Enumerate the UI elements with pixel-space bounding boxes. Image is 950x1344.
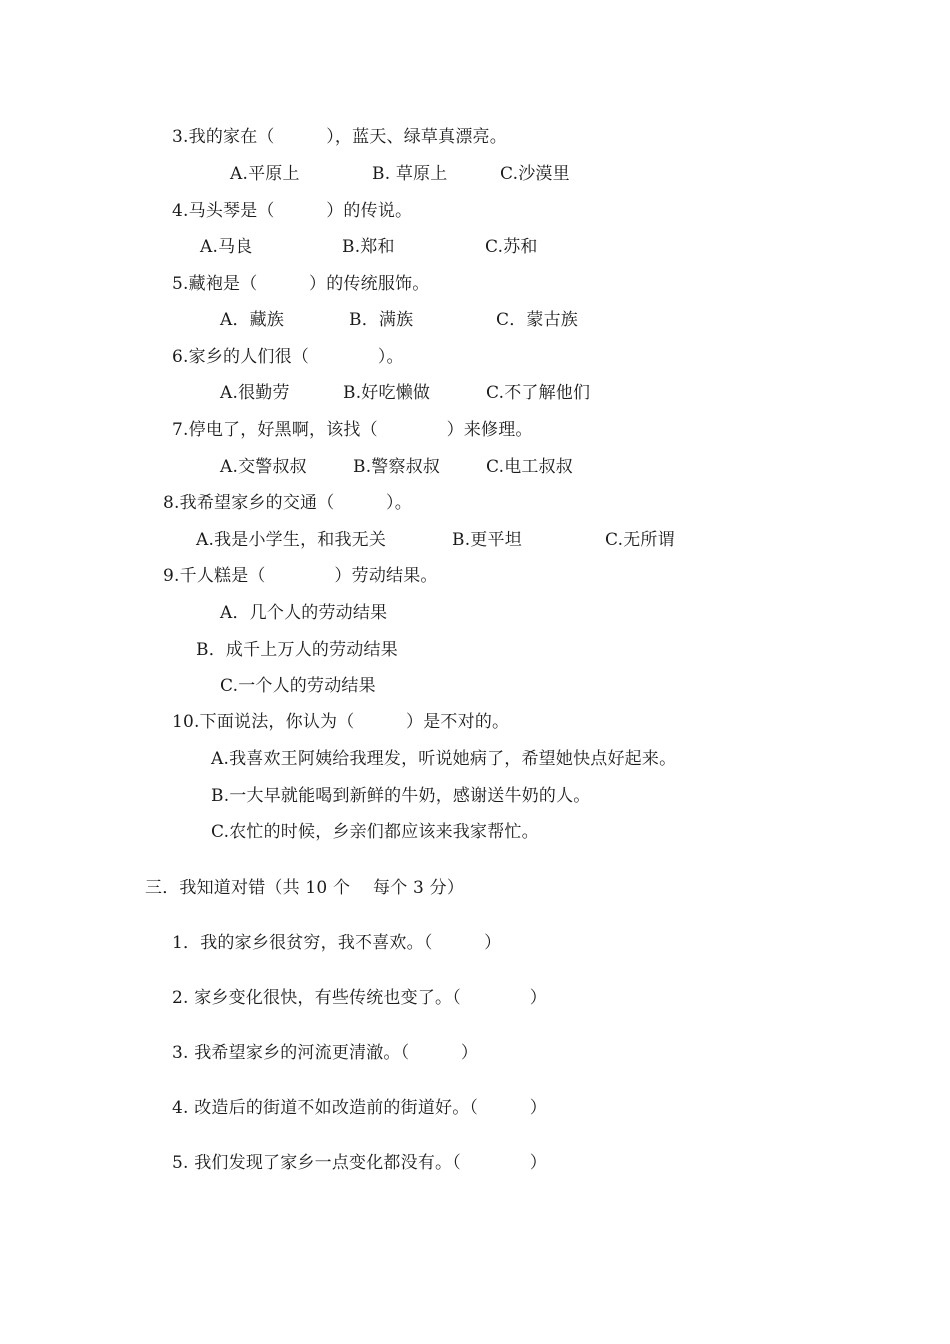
question-7-option-c: C.电工叔叔 [486,457,574,477]
question-7-option-b: B.警察叔叔 [353,457,441,477]
question-10-option-a: A.我喜欢王阿姨给我理发，听说她病了，希望她快点好起来。 [211,749,677,769]
question-4-option-a: A.马良 [200,237,253,257]
question-4-stem: 4.马头琴是（ ）的传说。 [172,201,413,221]
question-6-option-b: B.好吃懒做 [343,383,431,403]
question-5-option-b: B．满族 [349,310,414,330]
question-10-option-b: B.一大早就能喝到新鲜的牛奶，感谢送牛奶的人。 [211,786,591,806]
question-7-option-a: A.交警叔叔 [220,457,307,477]
question-10-stem: 10.下面说法，你认为（ ）是不对的。 [172,712,510,732]
question-4-option-c: C.苏和 [485,237,538,257]
question-9-option-b: B．成千上万人的劳动结果 [196,640,398,660]
question-10-option-c: C.农忙的时候，乡亲们都应该来我家帮忙。 [211,822,539,842]
section-three-heading: 三．我知道对错（共 10 个 每个 3 分） [145,878,465,898]
question-3-option-a: A.平原上 [230,164,300,184]
question-3-option-c: C.沙漠里 [500,164,570,184]
question-9-option-a: A．几个人的劳动结果 [220,603,388,623]
true-false-item-3: 3. 我希望家乡的河流更清澈。（ ） [172,1043,479,1063]
question-5-option-c: C．蒙古族 [496,310,579,330]
question-5-stem: 5.藏袍是（ ）的传统服饰。 [172,274,430,294]
question-3-option-b: B. 草原上 [372,164,448,184]
question-7-stem: 7.停电了，好黑啊，该找（ ）来修理。 [172,420,533,440]
question-6-stem: 6.家乡的人们很（ ）。 [172,347,404,367]
question-6-option-a: A.很勤劳 [220,383,290,403]
question-8-option-b: B.更平坦 [452,530,522,550]
true-false-item-2: 2. 家乡变化很快，有些传统也变了。（ ） [172,988,547,1008]
true-false-item-5: 5. 我们发现了家乡一点变化都没有。（ ） [172,1153,547,1173]
question-3-stem: 3.我的家在（ ），蓝天、绿草真漂亮。 [172,127,507,147]
question-8-option-a: A.我是小学生，和我无关 [196,530,387,550]
question-4-option-b: B.郑和 [342,237,395,257]
question-5-option-a: A．藏族 [220,310,285,330]
true-false-item-1: 1．我的家乡很贫穷，我不喜欢。（ ） [172,933,502,953]
question-9-option-c: C.一个人的劳动结果 [220,676,376,696]
question-9-stem: 9.千人糕是（ ）劳动结果。 [163,566,438,586]
true-false-item-4: 4. 改造后的街道不如改造前的街道好。（ ） [172,1098,547,1118]
question-6-option-c: C.不了解他们 [486,383,591,403]
question-8-option-c: C.无所谓 [605,530,675,550]
question-8-stem: 8.我希望家乡的交通（ ）。 [163,493,412,513]
